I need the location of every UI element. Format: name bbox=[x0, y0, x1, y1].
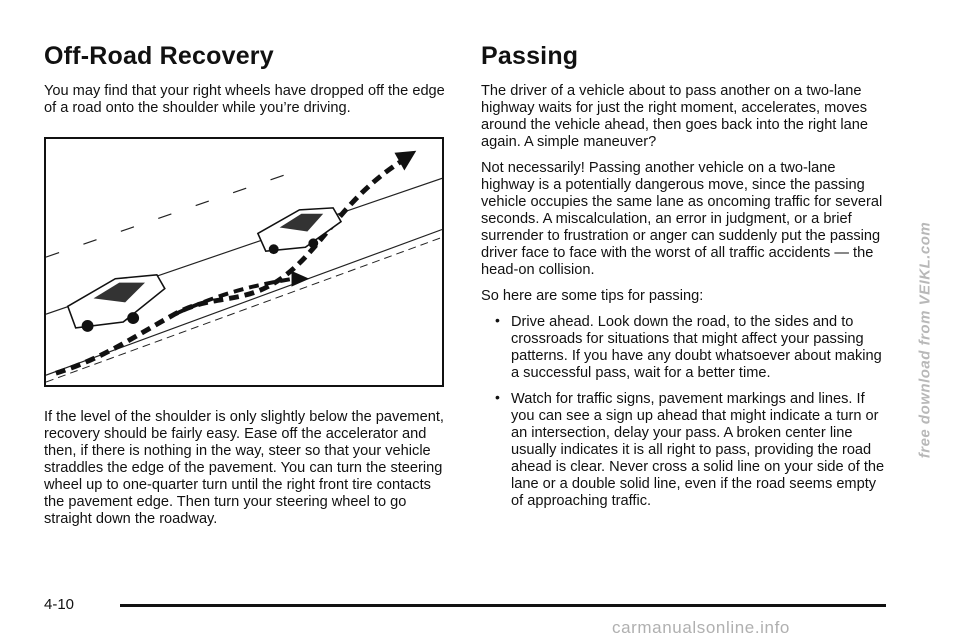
passing-maneuver-illustration bbox=[44, 137, 444, 387]
bottom-watermark: carmanualsonline.info bbox=[612, 618, 790, 637]
right-column bbox=[481, 42, 891, 519]
side-watermark: free download from VEIKL.com bbox=[916, 221, 934, 459]
bullet-icon: • bbox=[495, 312, 500, 328]
off-road-body-paragraph: If the level of the shoulder is only slightly below the pavement, recovery should be fairly easy. Ease off the accelerator and then, if there is nothing in the way, steer so that your vehicle straddles the edge of the pavement. You can turn the steering wheel up to one-quarter turn until the right front tire contacts the pavement edge. Then turn your steering wheel to go straight down the roadway. bbox=[44, 409, 444, 527]
tip-text: Watch for traffic signs, pavement markings and lines. If you can see a sign up ahead that might indicate a turn or an intersection, delay your pass. A broken center line usually indicates it is all right to pass, providing the road ahead is clear. Never cross a solid line on your side of the lane or a double solid line, even if the road seems empty of approaching traffic. bbox=[511, 391, 885, 509]
passing-paragraph-2: Not necessarily! Passing another vehicle on a two-lane highway is a potentially dangerous move, since the passing vehicle occupies the same lane as oncoming traffic for several seconds. A miscalculation, an error in judgment, or a brief surrender to frustration or anger can suddenly put the passing driver face to face with the worst of all traffic accidents — the head-on collision. bbox=[481, 160, 883, 278]
off-road-intro-paragraph: You may find that your right wheels have dropped off the edge of a road onto the shoulder while you’re driving. bbox=[44, 83, 445, 116]
passing-heading: Passing bbox=[481, 42, 579, 70]
tip-text: Drive ahead. Look down the road, to the sides and to crossroads for situations that might affect your passing patterns. If you have any doubt whatsoever about making a successful pass, wait for a better time. bbox=[511, 314, 882, 381]
front-car-icon bbox=[258, 208, 341, 254]
passing-tips-list bbox=[481, 314, 891, 510]
path-arrowhead-icon bbox=[394, 151, 416, 171]
footer-rule bbox=[120, 604, 886, 607]
left-column bbox=[44, 42, 450, 537]
passing-paragraph-3: So here are some tips for passing: bbox=[481, 288, 704, 304]
page-footer bbox=[44, 596, 886, 620]
list-item bbox=[481, 314, 891, 382]
off-road-recovery-heading: Off-Road Recovery bbox=[44, 42, 274, 70]
list-item bbox=[481, 391, 891, 510]
passing-paragraph-1: The driver of a vehicle about to pass another on a two-lane highway waits for just the right moment, accelerates, moves around the vehicle ahead, then goes back into the right lane again. A simple maneuver? bbox=[481, 83, 869, 150]
rear-car-icon bbox=[68, 275, 165, 332]
bullet-icon: • bbox=[495, 389, 500, 405]
road-diagram-svg bbox=[46, 139, 442, 385]
recovery-path-arrow bbox=[56, 161, 403, 374]
page-number: 4-10 bbox=[44, 596, 75, 613]
passing-arrowhead-icon bbox=[292, 271, 310, 287]
